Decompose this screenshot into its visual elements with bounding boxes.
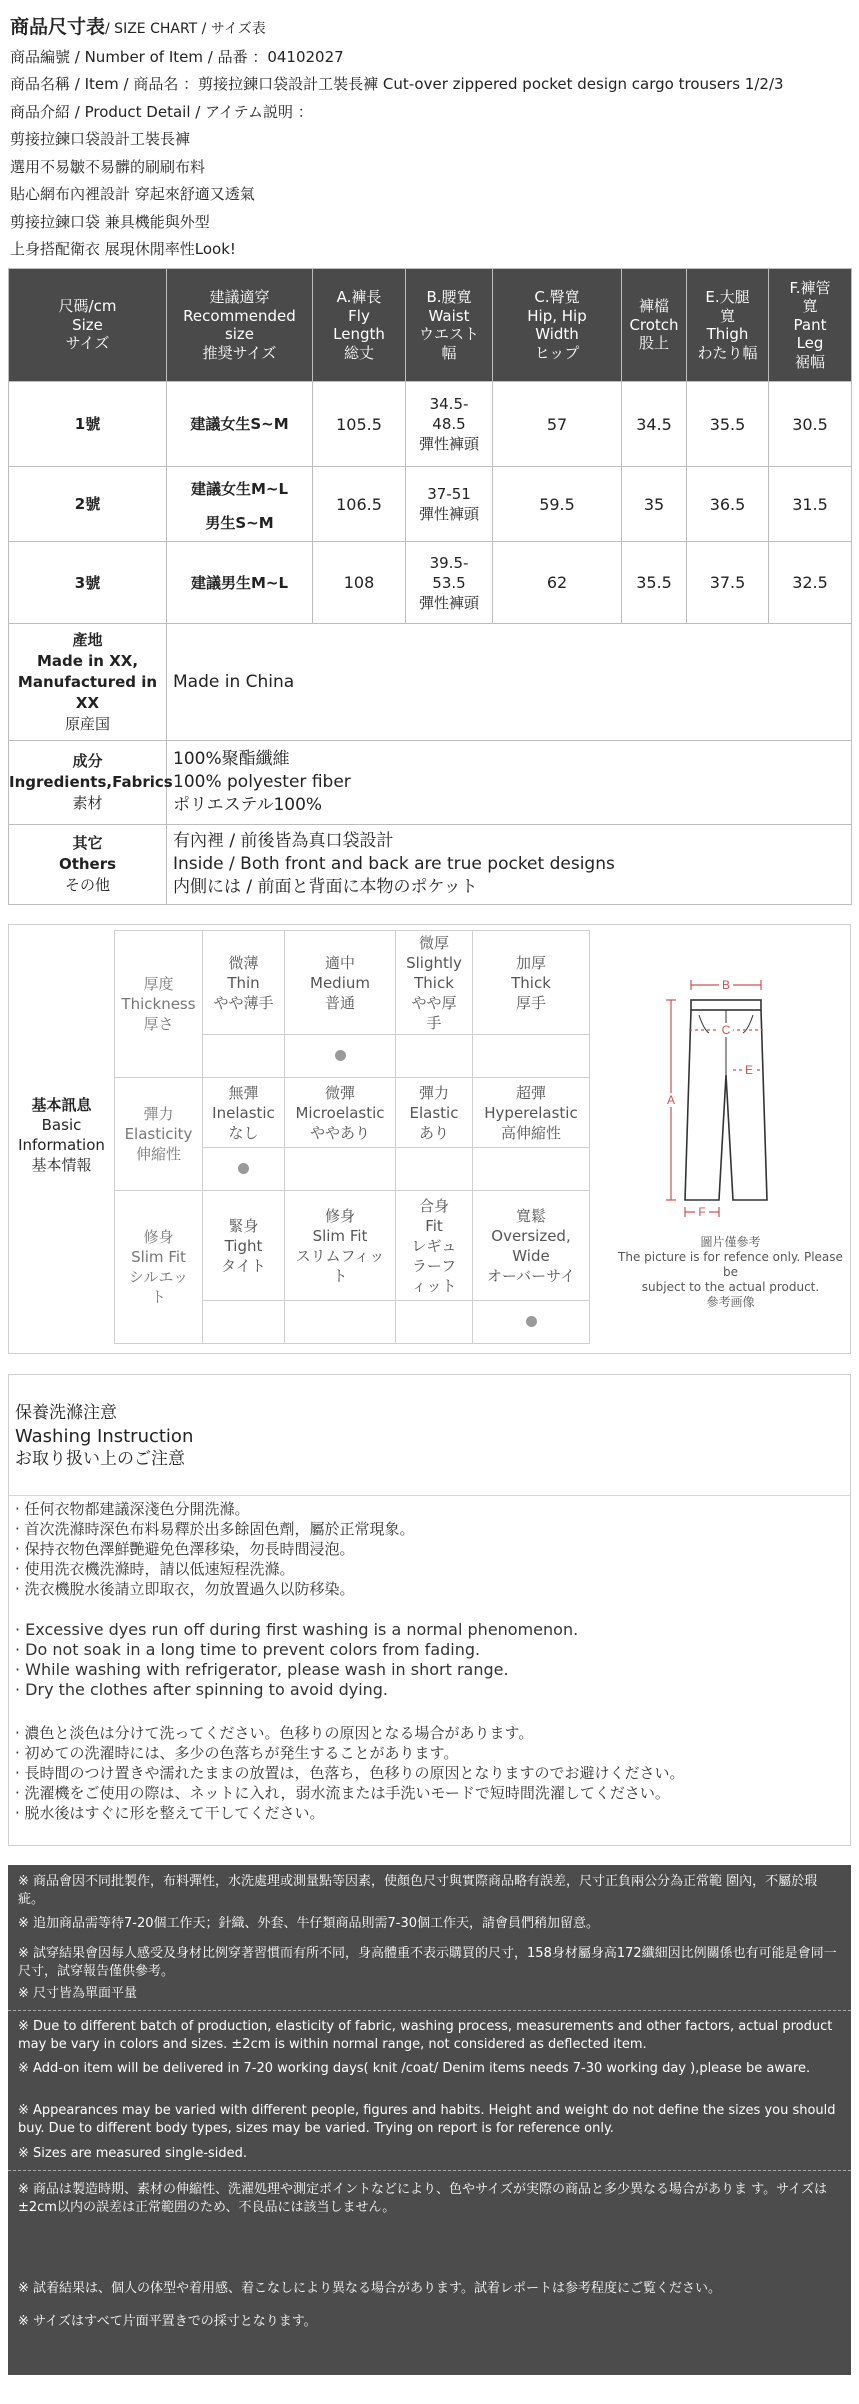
option-fit: 合身 Fit レギュ ラーフ ィット — [396, 1191, 473, 1301]
notice-ja-2: ※ 試着結果は、個人の体型や着用感、着こなしにより異なる場合があります。試着レポートは参考程度にご覧ください。 — [18, 2281, 721, 2296]
waist-cell: 34.5- 48.5 彈性褲頭 — [406, 382, 493, 467]
option-oversized: 寬鬆 Oversized, Wide オーバーサイ — [473, 1191, 590, 1301]
leg-cell: 31.5 — [769, 467, 852, 542]
elasticity-options-row — [115, 1078, 590, 1148]
table-row — [9, 382, 852, 467]
leg-cell: 30.5 — [769, 382, 852, 467]
notice-zh-2: ※ 追加商品需等待7-20個工作天；針織、外套、牛仔類商品則需7-30個工作天，請會員們稍加留意。 — [18, 1916, 600, 1931]
size-cell: 2號 — [9, 467, 167, 542]
col-header-length: A.褲長 Fly Length 総丈 — [313, 269, 406, 382]
elasticity-sel-1 — [285, 1148, 396, 1191]
crotch-cell: 34.5 — [622, 382, 687, 467]
basic-info-title: 基本訊息 Basic Information 基本情報 — [18, 1096, 105, 1174]
thigh-cell: 36.5 — [687, 467, 769, 542]
notice-ja-1: ※ 商品は製造時期、素材の伸縮性、洗濯処理や測定ポイントなどにより、色やサイズが実際の商品と多少異なる場合がありま す。サイズは±2cm以内の誤差は正常範囲のため、不良品には該当しません。 — [18, 2182, 828, 2215]
washing-list-zh: · 任何衣物都建議深淺色分開洗滌。 · 首次洗滌時深色布料易釋於出多餘固色劑，屬於正常現象。 · 保持衣物色澤鮮艷避免色澤移染，勿長時間浸泡。 · 使用洗衣機洗滌時，請以低速短程洗滌。 · 洗衣機脫水後請立即取衣，勿放置過久以防移染。 — [15, 1500, 415, 1598]
pants-diagram-icon — [609, 925, 852, 1225]
pants-measurement-diagram — [609, 925, 852, 1355]
option-inelastic: 無彈 Inelastic なし — [203, 1078, 285, 1148]
fabric-value: 100%聚酯纖維 100% polyester fiber ポリエステル100% — [167, 741, 852, 825]
option-medium: 適中 Medium 普通 — [285, 931, 396, 1035]
notice-zh-4: ※ 尺寸皆為單面平量 — [18, 1986, 138, 2001]
col-header-thigh: E.大腿 寬 Thigh わたり幅 — [687, 269, 769, 382]
header-line-detail-2: 選用不易皺不易髒的刷刷布料 — [10, 157, 206, 176]
fit-sel-1 — [285, 1301, 396, 1344]
size-cell: 3號 — [9, 542, 167, 624]
origin-label: 產地 Made in XX, Manufactured in XX 原産国 — [9, 624, 167, 741]
option-microelastic: 微彈 Microelastic ややあり — [285, 1078, 396, 1148]
col-header-crotch: 褲檔 Crotch 股上 — [622, 269, 687, 382]
elasticity-label: 彈力 Elasticity 伸縮性 — [115, 1078, 203, 1191]
notice-panel — [8, 1865, 851, 2375]
selected-dot-icon — [526, 1316, 537, 1327]
thickness-sel-1 — [285, 1035, 396, 1078]
fit-sel-3 — [473, 1301, 590, 1344]
divider — [8, 2170, 851, 2171]
recommend-cell: 建議男生M~L — [167, 542, 313, 624]
length-cell: 106.5 — [313, 467, 406, 542]
option-thin: 微薄 Thin やや薄手 — [203, 931, 285, 1035]
thickness-sel-2 — [396, 1035, 473, 1078]
size-chart-table — [8, 268, 852, 905]
thickness-options-row — [115, 931, 590, 1035]
page-title — [10, 14, 849, 44]
col-header-waist: B.腰寬 Waist ウエスト 幅 — [406, 269, 493, 382]
size-cell: 1號 — [9, 382, 167, 467]
length-cell: 108 — [313, 542, 406, 624]
thigh-cell: 35.5 — [687, 382, 769, 467]
table-row — [9, 542, 852, 624]
leg-cell: 32.5 — [769, 542, 852, 624]
others-value: 有內裡 / 前後皆為真口袋設計 Inside / Both front and back are true pocket designs 内側には / 前面と背面に本物のポケット — [167, 825, 852, 905]
diagram-label-e: E — [744, 1063, 754, 1077]
diagram-label-c: C — [721, 1023, 731, 1037]
basic-info-panel — [8, 924, 851, 1354]
fabric-label: 成分 Ingredients,Fabrics 素材 — [9, 741, 167, 825]
header-line-item-name: 商品名稱 / Item / 商品名 ：剪接拉鍊口袋設計工裝長褲 Cut-over zippered pocket design cargo trousers 1/2/3 — [10, 75, 784, 93]
selected-dot-icon — [335, 1050, 346, 1061]
notice-en-1: ※ Due to different batch of production, elasticity of fabric, washing process, measurements and other factors, actual product may be vary in colors and sizes. ±2cm is within normal range, not considered as deflected item. — [18, 2019, 833, 2052]
waist-cell: 37-51 彈性褲頭 — [406, 467, 493, 542]
option-hyperelastic: 超彈 Hyperelastic 高伸縮性 — [473, 1078, 590, 1148]
title-sub: / SIZE CHART / サイズ表 — [105, 21, 266, 37]
fit-sel-2 — [396, 1301, 473, 1344]
option-thick: 加厚 Thick 厚手 — [473, 931, 590, 1035]
waist-cell: 39.5- 53.5 彈性褲頭 — [406, 542, 493, 624]
notice-en-2: ※ Add-on item will be delivered in 7-20 working days( knit /coat/ Denim items needs 7-30 working day ),please be aware. — [18, 2061, 811, 2076]
elasticity-sel-3 — [473, 1148, 590, 1191]
origin-value: Made in China — [167, 624, 852, 741]
thickness-sel-0 — [203, 1035, 285, 1078]
header-line-item-number: 商品編號 / Number of Item / 品番 ：04102027 — [10, 47, 344, 66]
fit-options-row — [115, 1191, 590, 1301]
header-line-detail-4: 剪接拉鍊口袋 兼具機能與外型 — [10, 212, 210, 231]
selected-dot-icon — [238, 1163, 249, 1174]
info-row-fabric — [9, 741, 852, 825]
notice-zh-1: ※ 商品會因不同批製作，布料彈性，水洗處理或測量點等因素，使顏色尺寸與實際商品略有誤差，尺寸正負兩公分為正常範 圍內，不屬於瑕疵。 — [18, 1874, 818, 1907]
col-header-recommend: 建議適穿 Recommended size 推奨サイズ — [167, 269, 313, 382]
crotch-cell: 35.5 — [622, 542, 687, 624]
info-row-others — [9, 825, 852, 905]
elasticity-sel-0 — [203, 1148, 285, 1191]
option-elastic: 彈力 Elastic あり — [396, 1078, 473, 1148]
recommend-cell: 建議女生S~M — [167, 382, 313, 467]
col-header-size: 尺碼/cm Size サイズ — [9, 269, 167, 382]
hip-cell: 57 — [493, 382, 622, 467]
header-line-detail-5: 上身搭配衛衣 展現休閒率性Look! — [10, 240, 236, 258]
header-line-detail-label: 商品介紹 / Product Detail / アイテム説明 ： — [10, 102, 313, 121]
notice-zh-3: ※ 試穿結果會因每人感受及身材比例穿著習慣而有所不同，身高體重不表示購買的尺寸，158身材屬身高172纖細因比例關係也有可能是會同一尺寸，試穿報告僅供參考。 — [18, 1946, 837, 1979]
fit-label: 修身 Slim Fit シルエッ ト — [115, 1191, 203, 1344]
notice-en-3: ※ Appearances may be varied with different people, figures and habits. Height and weight do not define the sizes you should buy. Due to different body types, sizes may be varied. Trying on report is for reference only. — [18, 2103, 836, 2136]
divider — [9, 1495, 850, 1496]
col-header-hip: C.臀寬 Hip, Hip Width ヒップ — [493, 269, 622, 382]
fabric-attributes-table — [114, 930, 590, 1344]
col-header-leg: F.褲管 寬 Pant Leg 裾幅 — [769, 269, 852, 382]
product-header — [0, 0, 859, 264]
others-label: 其它 Others その他 — [9, 825, 167, 905]
notice-en-4: ※ Sizes are measured single-sided. — [18, 2146, 248, 2161]
washing-list-ja: · 濃色と淡色は分けて洗ってください。色移りの原因となる場合があります。 · 初めての洗濯時には、多少の色落ちが発生することがあります。 · 長時間のつけ置きや濡れたままの放置は，色落ち，色移りの原因となりますのでお避けください。 · 洗濯機をご使用の際は、ネットに入れ，弱水流または手洗いモードで短時間洗濯してください。 · 脱水後はすぐに形を整えて干してください。 — [15, 1724, 685, 1822]
diagram-label-a: A — [666, 1093, 676, 1107]
fit-sel-0 — [203, 1301, 285, 1344]
header-line-detail-1: 剪接拉鍊口袋設計工裝長褲 — [10, 130, 191, 148]
divider — [8, 2010, 851, 2011]
diagram-label-b: B — [721, 978, 731, 992]
header-line-detail-3: 貼心網布內裡設計 穿起來舒適又透氣 — [10, 185, 255, 203]
size-table-header-row — [9, 269, 852, 382]
diagram-caption: 圖片僅參考 The picture is for refence only. Please be subject to the actual product. 參考画像 — [618, 1235, 843, 1309]
option-slim-fit: 修身 Slim Fit スリムフィッ ト — [285, 1191, 396, 1301]
hip-cell: 62 — [493, 542, 622, 624]
thickness-label: 厚度 Thickness 厚さ — [115, 931, 203, 1078]
title-main: 商品尺寸表 — [10, 16, 106, 38]
diagram-label-f: F — [698, 1205, 706, 1219]
notice-ja-3: ※ サイズはすべて片面平置きでの採寸となります。 — [18, 2314, 317, 2329]
option-tight: 緊身 Tight タイト — [203, 1191, 285, 1301]
thickness-sel-3 — [473, 1035, 590, 1078]
option-slightly-thick: 微厚 Slightly Thick やや厚 手 — [396, 931, 473, 1035]
washing-title: 保養洗滌注意 Washing Instruction お取り扱い上のご注意 — [15, 1403, 194, 1469]
length-cell: 105.5 — [313, 382, 406, 467]
info-row-origin — [9, 624, 852, 741]
hip-cell: 59.5 — [493, 467, 622, 542]
table-row — [9, 467, 852, 542]
crotch-cell: 35 — [622, 467, 687, 542]
recommend-cell: 建議女生M~L 男生S~M — [167, 467, 313, 542]
washing-instruction-panel — [8, 1374, 851, 1846]
elasticity-sel-2 — [396, 1148, 473, 1191]
thigh-cell: 37.5 — [687, 542, 769, 624]
washing-list-en: · Excessive dyes run off during first washing is a normal phenomenon. · Do not soak in a long time to prevent colors from fading. · While washing with refrigerator, please wash in short range. · Dry the clothes after spinning to avoid dying. — [15, 1620, 579, 1699]
